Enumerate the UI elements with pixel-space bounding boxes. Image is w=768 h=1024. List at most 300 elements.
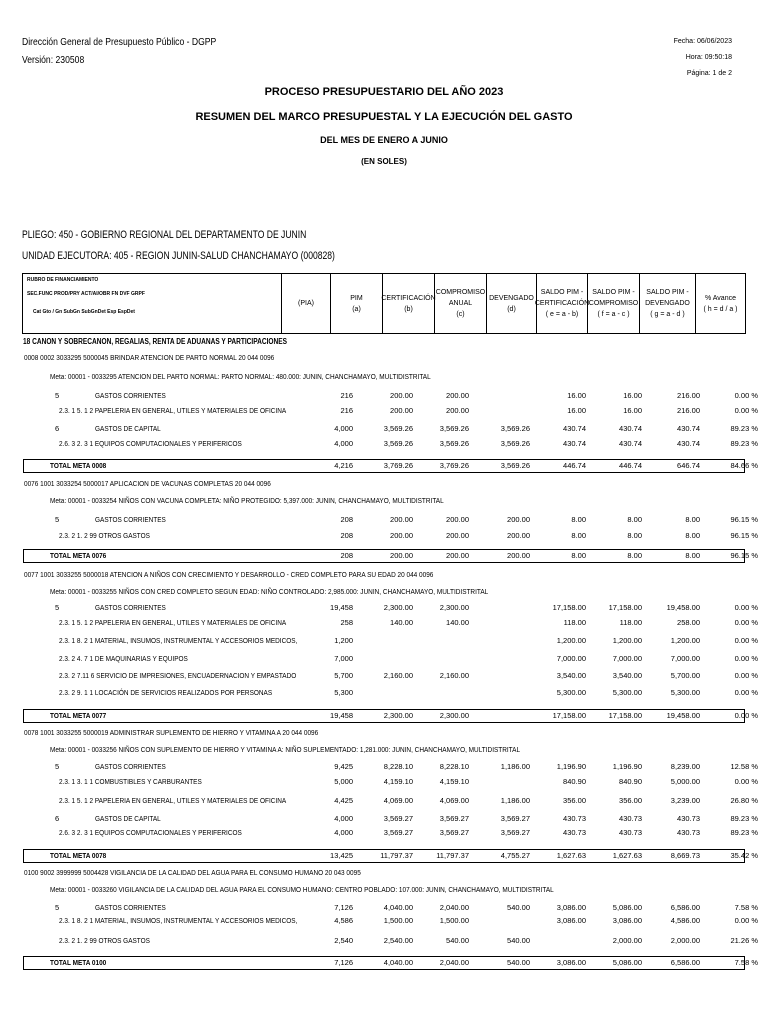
cell-saldo-cert: 1,200.00 xyxy=(612,636,642,645)
report-title: PROCESO PRESUPUESTARIO DEL AÑO 2023 xyxy=(264,86,504,98)
cell-pim: 4,159.10 xyxy=(383,777,413,786)
cell-pim: 2,300.00 xyxy=(383,711,413,720)
header-s1: SALDO PIM - xyxy=(540,289,584,296)
cell-saldo-cert: 8.00 xyxy=(627,515,642,524)
total-row xyxy=(0,958,768,970)
cell-pia: 4,425 xyxy=(334,796,353,805)
cell-saldo-comp: 1,200.00 xyxy=(670,636,700,645)
cell-saldo-cert: 7,000.00 xyxy=(612,654,642,663)
page-number: Página: 1 de 2 xyxy=(686,70,732,77)
header-cell-pia xyxy=(281,273,331,334)
report-currency: (EN SOLES) xyxy=(361,157,407,166)
cell-pia: 7,126 xyxy=(334,903,353,912)
cell-pim: 4,040.00 xyxy=(383,903,413,912)
table-row xyxy=(0,688,768,700)
cell-pim: 4,069.00 xyxy=(383,796,413,805)
row-label: 0076 1001 3033254 5000017 APLICACION DE VACUNAS COMPLETAS 20 044 0096 xyxy=(24,479,271,488)
header-cell-compromiso xyxy=(434,273,487,334)
cell-saldo-comp: 646.74 xyxy=(677,461,700,470)
total-row xyxy=(0,851,768,863)
row-label: 2.3. 1 8. 2 1 MATERIAL, INSUMOS, INSTRUMENTAL Y ACCESORIOS MEDICOS, xyxy=(59,916,298,925)
header-s2: SALDO PIM - xyxy=(592,289,635,296)
cell-devengado: 8.00 xyxy=(571,515,586,524)
meta-row xyxy=(0,745,768,757)
cell-saldo-dev-avance: 0.00 % xyxy=(734,654,758,663)
header-dev: DEVENGADO xyxy=(489,294,534,302)
cell-compromiso: 1,186.00 xyxy=(500,762,530,771)
cell-saldo-dev-avance: 0.00 % xyxy=(734,777,758,786)
cell-devengado: 840.90 xyxy=(563,777,586,786)
header-pim: PIM xyxy=(350,294,363,302)
cell-saldo-comp: 3,239.00 xyxy=(670,796,700,805)
header-cell-pim xyxy=(330,273,383,334)
cell-saldo-cert: 446.74 xyxy=(619,461,642,470)
cell-saldo-dev-avance: 89.23 % xyxy=(730,439,758,448)
table-row xyxy=(0,391,768,403)
cell-pim: 200.00 xyxy=(390,531,413,540)
cell-pim: 2,160.00 xyxy=(383,671,413,680)
category-code: 6 xyxy=(55,814,60,823)
cell-saldo-comp: 19,458.00 xyxy=(666,603,700,612)
header-comp: COMPROMISO xyxy=(435,289,486,296)
meta-row xyxy=(0,496,768,508)
table-row xyxy=(0,424,768,436)
header-rubro-line2: SEC.FUNC PROD/PRY ACT/AI/OBR FN DVF GRPF xyxy=(27,291,145,297)
cell-pia: 4,000 xyxy=(334,424,353,433)
cell-devengado: 3,086.00 xyxy=(556,958,586,967)
header-cell-saldo-comp xyxy=(587,273,640,334)
cell-saldo-cert: 430.73 xyxy=(619,814,642,823)
cell-saldo-cert: 5,086.00 xyxy=(612,903,642,912)
row-label: Meta: 00001 - 0033254 NIÑOS CON VACUNA COMPLETA: NIÑO PROTEGIDO: 5,397.000: JUNIN, CHANCHAMAYO, MULTIDISTRITAL xyxy=(50,496,444,505)
cell-pim: 1,500.00 xyxy=(383,916,413,925)
cell-compromiso: 540.00 xyxy=(507,936,530,945)
cell-devengado: 430.73 xyxy=(563,814,586,823)
header-rubro-line3: Cat Gto / Gn SubGn SubGnDet Esp EspDet xyxy=(33,309,135,315)
cell-pim: 3,569.27 xyxy=(383,814,413,823)
cell-devengado: 1,196.90 xyxy=(556,762,586,771)
row-label: 0100 9002 3999999 5004428 VIGILANCIA DE LA CALIDAD DEL AGUA PARA EL CONSUMO HUMANO 20 043 0095 xyxy=(24,868,361,877)
cell-saldo-dev-avance: 35.42 % xyxy=(730,851,758,860)
row-label: 2.3. 1 8. 2 1 MATERIAL, INSUMOS, INSTRUMENTAL Y ACCESORIOS MEDICOS, xyxy=(59,636,298,645)
row-label: TOTAL META 0076 xyxy=(50,551,107,560)
cell-saldo-dev-avance: 89.23 % xyxy=(730,424,758,433)
cell-saldo-comp: 430.73 xyxy=(677,814,700,823)
row-label: Meta: 00001 - 0033260 VIGILANCIA DE LA CALIDAD DEL AGUA PARA EL CONSUMO HUMANO: CENTRO POBLADO: 107.000: JUNIN, CHANCHAMAYO, MULTIDISTRITAL xyxy=(50,885,554,894)
cell-saldo-comp: 8.00 xyxy=(685,531,700,540)
cell-pim: 140.00 xyxy=(390,618,413,627)
cell-certificacion: 200.00 xyxy=(446,406,469,415)
row-label: Meta: 00001 - 0033255 NIÑOS CON CRED COMPLETO SEGUN EDAD: NIÑO CONTROLADO: 2,985.000: JUNIN, CHANCHAMAYO, MULTIDISTRITAL xyxy=(50,587,489,596)
cell-pia: 7,126 xyxy=(334,958,353,967)
header-dev-sub: (d) xyxy=(507,305,516,313)
table-row xyxy=(0,671,768,683)
cell-pia: 4,000 xyxy=(334,439,353,448)
cell-saldo-cert: 1,627.63 xyxy=(612,851,642,860)
cell-devengado: 1,627.63 xyxy=(556,851,586,860)
cell-certificacion: 3,569.26 xyxy=(439,424,469,433)
cell-devengado: 17,158.00 xyxy=(552,603,586,612)
cell-saldo-cert: 5,300.00 xyxy=(612,688,642,697)
cell-saldo-cert: 17,158.00 xyxy=(608,603,642,612)
header-cell-saldo-dev xyxy=(639,273,696,334)
row-label: 2.3. 1 5. 1 2 PAPELERIA EN GENERAL, UTILES Y MATERIALES DE OFICINA xyxy=(59,796,287,805)
cell-certificacion: 11,797.37 xyxy=(436,851,469,860)
cell-pia: 4,586 xyxy=(334,916,353,925)
category-code: 5 xyxy=(55,515,60,524)
table-row xyxy=(0,654,768,666)
cell-saldo-dev-avance: 89.23 % xyxy=(730,828,758,837)
cell-pim: 200.00 xyxy=(390,551,413,560)
cell-certificacion: 540.00 xyxy=(446,936,469,945)
header-comp-sub: (c) xyxy=(456,311,465,318)
cell-saldo-cert: 430.73 xyxy=(619,828,642,837)
cell-pia: 4,216 xyxy=(334,461,353,470)
activity-row xyxy=(0,570,768,582)
cell-devengado: 3,086.00 xyxy=(556,916,586,925)
cell-pim: 3,769.26 xyxy=(383,461,413,470)
cell-certificacion: 2,040.00 xyxy=(439,903,469,912)
cell-certificacion: 1,500.00 xyxy=(439,916,469,925)
report-subtitle: RESUMEN DEL MARCO PRESUPUESTAL Y LA EJECUCIÓN DEL GASTO xyxy=(195,111,573,123)
cell-saldo-comp: 8,669.73 xyxy=(670,851,700,860)
header-cell-rubro xyxy=(22,273,282,334)
cell-compromiso: 540.00 xyxy=(507,903,530,912)
header-pim-sub: (a) xyxy=(352,305,361,313)
report-time: Hora: 09:50:18 xyxy=(685,54,732,61)
cell-compromiso: 540.00 xyxy=(507,958,530,967)
row-label: 2.6. 3 2. 3 1 EQUIPOS COMPUTACIONALES Y PERIFERICOS xyxy=(59,828,242,837)
cell-saldo-comp: 8,239.00 xyxy=(670,762,700,771)
cell-pim: 8,228.10 xyxy=(383,762,413,771)
cell-compromiso: 3,569.27 xyxy=(500,828,530,837)
cell-saldo-comp: 4,586.00 xyxy=(670,916,700,925)
row-label: Meta: 00001 - 0033256 NIÑOS CON SUPLEMENTO DE HIERRO Y VITAMINA A: NIÑO SUPLEMENTADO: 1,281.000: JUNIN, CHANCHAMAYO, MULTIDISTRITAL xyxy=(50,745,521,754)
cell-certificacion: 3,569.27 xyxy=(439,814,469,823)
cell-pia: 1,200 xyxy=(334,636,353,645)
meta-row xyxy=(0,372,768,384)
activity-row xyxy=(0,868,768,880)
activity-row xyxy=(0,479,768,491)
cell-saldo-dev-avance: 89.23 % xyxy=(730,814,758,823)
cell-pim: 2,300.00 xyxy=(383,603,413,612)
cell-pim: 11,797.37 xyxy=(380,851,413,860)
cell-pim: 3,569.26 xyxy=(383,439,413,448)
row-label: 2.6. 3 2. 3 1 EQUIPOS COMPUTACIONALES Y PERIFERICOS xyxy=(59,439,242,448)
header-rubro-line1: RUBRO DE FINANCIAMIENTO xyxy=(27,277,99,283)
cell-saldo-comp: 7,000.00 xyxy=(670,654,700,663)
pliego: PLIEGO: 450 - GOBIERNO REGIONAL DEL DEPARTAMENTO DE JUNIN xyxy=(22,229,307,241)
table-row xyxy=(0,439,768,451)
header-cert-sub: (b) xyxy=(404,305,413,313)
cell-saldo-dev-avance: 84.66 % xyxy=(730,461,758,470)
cell-saldo-dev-avance: 96.15 % xyxy=(730,531,758,540)
cell-saldo-dev-avance: 0.00 % xyxy=(734,603,758,612)
cell-saldo-cert: 118.00 xyxy=(619,618,642,627)
cell-pia: 258 xyxy=(340,618,353,627)
cell-saldo-cert: 430.74 xyxy=(619,439,642,448)
cell-devengado: 430.74 xyxy=(563,424,586,433)
cell-compromiso: 4,755.27 xyxy=(500,851,530,860)
section-rubro: 18 CANON Y SOBRECANON, REGALIAS, RENTA DE ADUANAS Y PARTICIPACIONES xyxy=(23,337,288,346)
total-row xyxy=(0,551,768,563)
cell-devengado: 16.00 xyxy=(567,406,586,415)
cell-saldo-cert: 8.00 xyxy=(627,551,642,560)
header-comp-2: ANUAL xyxy=(448,300,473,307)
cell-pia: 5,700 xyxy=(334,671,353,680)
cell-pia: 208 xyxy=(340,531,353,540)
cell-certificacion: 200.00 xyxy=(446,515,469,524)
cell-devengado: 1,200.00 xyxy=(556,636,586,645)
cell-certificacion: 140.00 xyxy=(446,618,469,627)
cell-saldo-comp: 216.00 xyxy=(677,406,700,415)
cell-saldo-cert: 1,196.90 xyxy=(612,762,642,771)
cell-pia: 4,000 xyxy=(334,828,353,837)
cell-pia: 7,000 xyxy=(334,654,353,663)
cell-devengado: 17,158.00 xyxy=(552,711,586,720)
cell-certificacion: 3,769.26 xyxy=(439,461,469,470)
cell-saldo-dev-avance: 7.58 % xyxy=(734,958,758,967)
category-code: 5 xyxy=(55,603,60,612)
table-row xyxy=(0,531,768,543)
cell-certificacion: 200.00 xyxy=(446,551,469,560)
cell-saldo-comp: 8.00 xyxy=(685,515,700,524)
row-label: 0077 1001 3033255 5000018 ATENCION A NIÑOS CON CRECIMIENTO Y DESARROLLO - CRED COMPLETO PARA SU EDAD 20 044 0096 xyxy=(24,570,434,579)
cell-devengado: 8.00 xyxy=(571,531,586,540)
cell-pia: 19,458 xyxy=(330,603,353,612)
cell-devengado: 3,540.00 xyxy=(556,671,586,680)
cell-saldo-comp: 8.00 xyxy=(685,551,700,560)
cell-saldo-comp: 5,700.00 xyxy=(670,671,700,680)
row-label: 2.3. 2 9. 1 1 LOCACIÓN DE SERVICIOS REALIZADOS POR PERSONAS xyxy=(59,688,273,697)
header-cert: CERTIFICACIÓN xyxy=(381,294,436,302)
cell-devengado: 8.00 xyxy=(571,551,586,560)
row-label: 2.3. 2 4. 7 1 DE MAQUINARIAS Y EQUIPOS xyxy=(59,654,188,663)
row-label: 2.3. 1 3. 1 1 COMBUSTIBLES Y CARBURANTES xyxy=(59,777,202,786)
cell-pia: 216 xyxy=(340,391,353,400)
row-label: GASTOS CORRIENTES xyxy=(95,762,166,771)
row-label: TOTAL META 0077 xyxy=(50,711,107,720)
cell-saldo-comp: 430.74 xyxy=(677,439,700,448)
cell-saldo-dev-avance: 0.00 % xyxy=(734,618,758,627)
table-row xyxy=(0,916,768,928)
cell-certificacion: 2,300.00 xyxy=(439,711,469,720)
cell-pim: 2,540.00 xyxy=(383,936,413,945)
cell-certificacion: 3,569.26 xyxy=(439,439,469,448)
cell-certificacion: 2,160.00 xyxy=(439,671,469,680)
row-label: GASTOS CORRIENTES xyxy=(95,603,166,612)
unidad-ejecutora: UNIDAD EJECUTORA: 405 - REGION JUNIN-SALUD CHANCHAMAYO (000828) xyxy=(22,250,335,262)
cell-pia: 2,540 xyxy=(334,936,353,945)
table-row xyxy=(0,796,768,808)
cell-pim: 3,569.26 xyxy=(383,424,413,433)
category-code: 6 xyxy=(55,424,60,433)
report-period: DEL MES DE ENERO A JUNIO xyxy=(320,135,448,145)
cell-devengado: 118.00 xyxy=(563,618,586,627)
cell-saldo-comp: 6,586.00 xyxy=(670,958,700,967)
cell-devengado: 446.74 xyxy=(563,461,586,470)
table-row xyxy=(0,603,768,615)
cell-saldo-cert: 356.00 xyxy=(619,796,642,805)
header-av-sub: ( h = d / a ) xyxy=(703,305,738,313)
total-row xyxy=(0,461,768,473)
row-label: TOTAL META 0008 xyxy=(50,461,107,470)
table-row xyxy=(0,618,768,630)
cell-devengado: 430.73 xyxy=(563,828,586,837)
cell-saldo-dev-avance: 0.00 % xyxy=(734,406,758,415)
cell-saldo-cert: 16.00 xyxy=(623,391,642,400)
cell-saldo-cert: 2,000.00 xyxy=(612,936,642,945)
cell-certificacion: 200.00 xyxy=(446,391,469,400)
cell-saldo-cert: 3,540.00 xyxy=(612,671,642,680)
cell-saldo-cert: 17,158.00 xyxy=(608,711,642,720)
org-name: Dirección General de Presupuesto Público - DGPP xyxy=(22,36,217,48)
cell-devengado: 16.00 xyxy=(567,391,586,400)
row-label: 2.3. 1 5. 1 2 PAPELERIA EN GENERAL, UTILES Y MATERIALES DE OFICINA xyxy=(59,618,287,627)
cell-pia: 9,425 xyxy=(334,762,353,771)
cell-compromiso: 3,569.26 xyxy=(500,461,530,470)
cell-pim: 3,569.27 xyxy=(383,828,413,837)
table-row xyxy=(0,777,768,789)
cell-pia: 208 xyxy=(340,551,353,560)
cell-devengado: 430.74 xyxy=(563,439,586,448)
cell-saldo-cert: 3,086.00 xyxy=(612,916,642,925)
activity-row xyxy=(0,728,768,740)
total-row xyxy=(0,711,768,723)
cell-certificacion: 200.00 xyxy=(446,531,469,540)
header-av: % Avance xyxy=(704,294,736,302)
cell-compromiso: 3,569.27 xyxy=(500,814,530,823)
cell-saldo-comp: 2,000.00 xyxy=(670,936,700,945)
category-code: 5 xyxy=(55,903,60,912)
row-label: GASTOS CORRIENTES xyxy=(95,515,166,524)
cell-devengado: 356.00 xyxy=(563,796,586,805)
cell-certificacion: 4,069.00 xyxy=(439,796,469,805)
row-label: 2.3. 2 1. 2 99 OTROS GASTOS xyxy=(59,531,150,540)
cell-saldo-dev-avance: 0.00 % xyxy=(734,711,758,720)
header-s3-sub: ( g = a - d ) xyxy=(650,311,685,318)
table-row xyxy=(0,903,768,915)
cell-saldo-cert: 16.00 xyxy=(623,406,642,415)
row-label: 0008 0002 3033295 5000045 BRINDAR ATENCION DE PARTO NORMAL 20 044 0096 xyxy=(24,353,275,362)
cell-pim: 4,040.00 xyxy=(383,958,413,967)
cell-saldo-comp: 216.00 xyxy=(677,391,700,400)
version: Versión: 230508 xyxy=(22,54,85,66)
meta-row xyxy=(0,885,768,897)
cell-saldo-cert: 430.74 xyxy=(619,424,642,433)
cell-saldo-dev-avance: 26.80 % xyxy=(730,796,758,805)
header-s3: SALDO PIM - xyxy=(646,289,689,296)
cell-certificacion: 2,300.00 xyxy=(439,603,469,612)
row-label: GASTOS CORRIENTES xyxy=(95,903,166,912)
cell-saldo-comp: 19,458.00 xyxy=(666,711,700,720)
row-label: 2.3. 2 1. 2 99 OTROS GASTOS xyxy=(59,936,150,945)
header-cell-avance xyxy=(695,273,746,334)
cell-certificacion: 8,228.10 xyxy=(439,762,469,771)
table-row xyxy=(0,828,768,840)
table-row xyxy=(0,515,768,527)
table-row xyxy=(0,762,768,774)
cell-pia: 208 xyxy=(340,515,353,524)
header-s1-2: CERTIFICACIÓN xyxy=(534,300,590,307)
cell-pim: 200.00 xyxy=(390,515,413,524)
cell-compromiso: 3,569.26 xyxy=(500,424,530,433)
cell-saldo-dev-avance: 0.00 % xyxy=(734,391,758,400)
header-s3-2: DEVENGADO xyxy=(645,300,690,307)
cell-compromiso: 200.00 xyxy=(507,551,530,560)
cell-pim: 200.00 xyxy=(390,406,413,415)
header-cell-devengado xyxy=(486,273,537,334)
cell-saldo-comp: 258.00 xyxy=(677,618,700,627)
cell-devengado: 5,300.00 xyxy=(556,688,586,697)
cell-pia: 5,300 xyxy=(334,688,353,697)
cell-pia: 19,458 xyxy=(330,711,353,720)
cell-saldo-dev-avance: 12.58 % xyxy=(730,762,758,771)
category-code: 5 xyxy=(55,762,60,771)
cell-saldo-dev-avance: 96.15 % xyxy=(730,515,758,524)
cell-saldo-dev-avance: 0.00 % xyxy=(734,671,758,680)
row-label: GASTOS DE CAPITAL xyxy=(95,814,161,823)
header-s2-sub: ( f = a - c ) xyxy=(597,311,630,318)
category-code: 5 xyxy=(55,391,60,400)
cell-saldo-cert: 8.00 xyxy=(627,531,642,540)
row-label: GASTOS CORRIENTES xyxy=(95,391,166,400)
row-label: 2.3. 2 7.11 6 SERVICIO DE IMPRESIONES, ENCUADERNACION Y EMPASTADO xyxy=(59,671,297,680)
table-row xyxy=(0,936,768,948)
cell-saldo-comp: 430.74 xyxy=(677,424,700,433)
row-label: 0078 1001 3033255 5000019 ADMINISTRAR SUPLEMENTO DE HIERRO Y VITAMINA A 20 044 0096 xyxy=(24,728,319,737)
cell-pia: 13,425 xyxy=(330,851,353,860)
activity-row xyxy=(0,353,768,365)
cell-saldo-comp: 6,586.00 xyxy=(670,903,700,912)
cell-pia: 216 xyxy=(340,406,353,415)
cell-compromiso: 200.00 xyxy=(507,515,530,524)
header-cell-saldo-cert xyxy=(536,273,588,334)
cell-compromiso: 1,186.00 xyxy=(500,796,530,805)
cell-saldo-dev-avance: 0.00 % xyxy=(734,916,758,925)
cell-compromiso: 200.00 xyxy=(507,531,530,540)
cell-pia: 4,000 xyxy=(334,814,353,823)
cell-saldo-cert: 5,086.00 xyxy=(612,958,642,967)
cell-compromiso: 3,569.26 xyxy=(500,439,530,448)
cell-saldo-dev-avance: 7.58 % xyxy=(734,903,758,912)
cell-devengado: 7,000.00 xyxy=(556,654,586,663)
cell-pia: 5,000 xyxy=(334,777,353,786)
header-pia: (PIA) xyxy=(298,300,314,307)
row-label: GASTOS DE CAPITAL xyxy=(95,424,161,433)
header-s1-sub: ( e = a - b) xyxy=(545,311,579,318)
cell-saldo-comp: 430.73 xyxy=(677,828,700,837)
row-label: Meta: 00001 - 0033295 ATENCION DEL PARTO NORMAL: PARTO NORMAL: 480.000: JUNIN, CHANCHAMAYO, MULTIDISTRITAL xyxy=(50,372,431,381)
cell-saldo-dev-avance: 96.15 % xyxy=(730,551,758,560)
header-cell-certificacion xyxy=(382,273,435,334)
cell-certificacion: 3,569.27 xyxy=(439,828,469,837)
meta-row xyxy=(0,587,768,599)
cell-certificacion: 4,159.10 xyxy=(439,777,469,786)
report-date: Fecha: 06/06/2023 xyxy=(673,38,732,45)
row-label: TOTAL META 0078 xyxy=(50,851,107,860)
header-s2-2: COMPROMISO xyxy=(588,300,639,307)
cell-saldo-dev-avance: 21.26 % xyxy=(730,936,758,945)
row-label: 2.3. 1 5. 1 2 PAPELERIA EN GENERAL, UTILES Y MATERIALES DE OFICINA xyxy=(59,406,287,415)
cell-certificacion: 2,040.00 xyxy=(439,958,469,967)
cell-saldo-comp: 5,300.00 xyxy=(670,688,700,697)
cell-saldo-dev-avance: 0.00 % xyxy=(734,688,758,697)
table-row xyxy=(0,406,768,418)
row-label: TOTAL META 0100 xyxy=(50,958,107,967)
cell-devengado: 3,086.00 xyxy=(556,903,586,912)
cell-saldo-cert: 840.90 xyxy=(619,777,642,786)
